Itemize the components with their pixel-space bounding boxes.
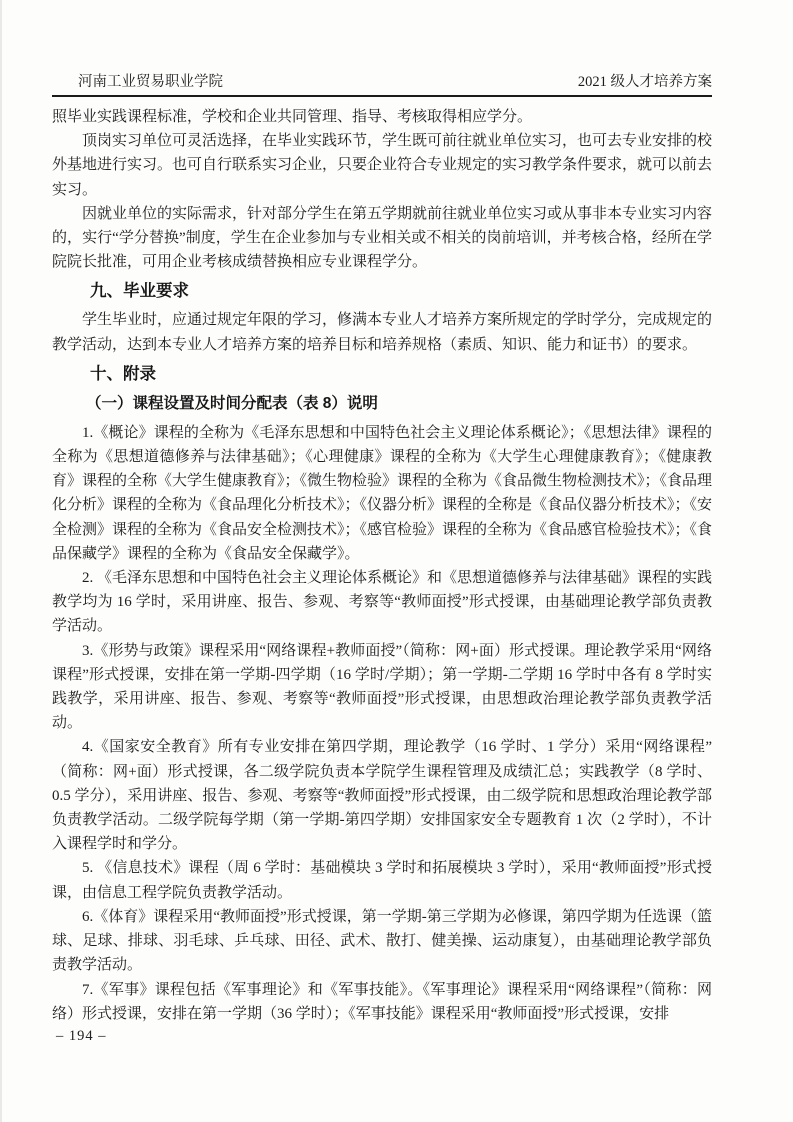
note-item-2: 2. 《毛泽东思想和中国特色社会主义理论体系概论》和《思想道德修养与法律基础》课程的实践教学均为 16 学时，采用讲座、报告、参观、考察等“教师面授”形式授课，由基础理论教学部负责教学活动。 [52,570,713,635]
page-number: – 194 – [56,1028,107,1044]
note-item-6: 6.《体育》课程采用“教师面授”形式授课，第一学期-第三学期为必修课，第四学期为任选课（篮球、足球、排球、羽毛球、乒乓球、田径、武术、散打、健美操、运动康复），由基础理论教学部负责教学活动。 [52,908,712,974]
note-item-7: 7.《军事》课程包括《军事理论》和《军事技能》。《军事理论》课程采用“网络课程”（简称：网络）形式授课，安排在第一学期（36 学时）；《军事技能》课程采用“教师面授”形式授课，安排 [52,981,712,1022]
subsection-heading-course-table-notes: （一）课程设置及时间分配表（表 8）说明 [86,394,378,412]
body-paragraph: 照毕业实践课程标准，学校和企业共同管理、指导、考核取得相应学分。 [52,109,533,125]
section-heading-appendix: 十、附录 [90,364,156,383]
document-body [52,105,712,1026]
body-paragraph: 顶岗实习单位可灵活选择，在毕业实践环节，学生既可前往就业单位实习，也可去专业安排的校外基地进行实习。也可自行联系实习企业，只要企业符合专业规定的实习教学条件要求，就可以前去实习。 [52,133,713,198]
note-item-5: 5. 《信息技术》课程（周 6 学时：基础模块 3 学时和拓展模块 3 学时），采用“教师面授”形式授课，由信息工程学院负责教学活动。 [52,860,712,901]
page-header [52,72,712,97]
body-paragraph: 因就业单位的实际需求，针对部分学生在第五学期就前往就业单位实习或从事非本专业实习内容的，实行“学分替换”制度，学生在企业参加与专业相关或不相关的岗前培训，并考核合格，经所在学院院长批准，可用企业考核成绩替换相应专业课程学分。 [52,205,713,271]
body-paragraph: 学生毕业时，应通过规定年限的学习，修满本专业人才培养方案所规定的学时学分，完成规定的教学活动，达到本专业人才培养方案的培养目标和培养规格（素质、知识、能力和证书）的要求。 [52,312,713,353]
header-program-title: 2021 级人才培养方案 [577,74,712,90]
note-item-1: 1.《概论》课程的全称为《毛泽东思想和中国特色社会主义理论体系概论》；《思想法律》课程的全称为《思想道德修养与法律基础》；《心理健康》课程的全称为《大学生心理健康教育》；《健康教育》课程的全称《大学生健康教育》；《微生物检验》课程的全称为《食品微生物检测技术》；《食品理化分析》课程的全称为《食品理化分析技术》；《仪器分析》课程的全称是《食品仪器分析技术》；《安全检测》课程的全称为《食品安全检测技术》；《感官检验》课程的全称为《食品感官检验技术》；《食品保藏学》课程的全称为《食品安全保藏学》。 [52,424,713,562]
note-item-3: 3.《形势与政策》课程采用“网络课程+教师面授”（简称：网+面）形式授课。理论教学采用“网络课程”形式授课，安排在第一学期-四学期（16 学时/学期）；第一学期-二学期 16 学时中各有 8 学时实践教学，采用讲座、报告、参观、考察等“教师面授”形式授课，由思想政治理论教学部负责教学活动。 [52,642,712,732]
header-school-name: 河南工业贸易职业学院 [78,74,223,90]
note-item-4: 4.《国家安全教育》所有专业安排在第四学期，理论教学（16 学时、1 学分）采用“网络课程”（简称：网+面）形式授课，各二级学院负责本学院学生课程管理及成绩汇总；实践教学（8 学时、0.5 学分），采用讲座、报告、参观、考察等“教师面授”形式授课，由二级学院和思想政治理论教学部负责教学活动。二级学院每学期（第一学期-第四学期）安排国家安全专题教育 1 次（2 学时），不计入课程学时和学分。 [52,739,712,853]
section-heading-graduation-requirements: 九、毕业要求 [90,282,189,301]
page-content [52,72,712,1026]
